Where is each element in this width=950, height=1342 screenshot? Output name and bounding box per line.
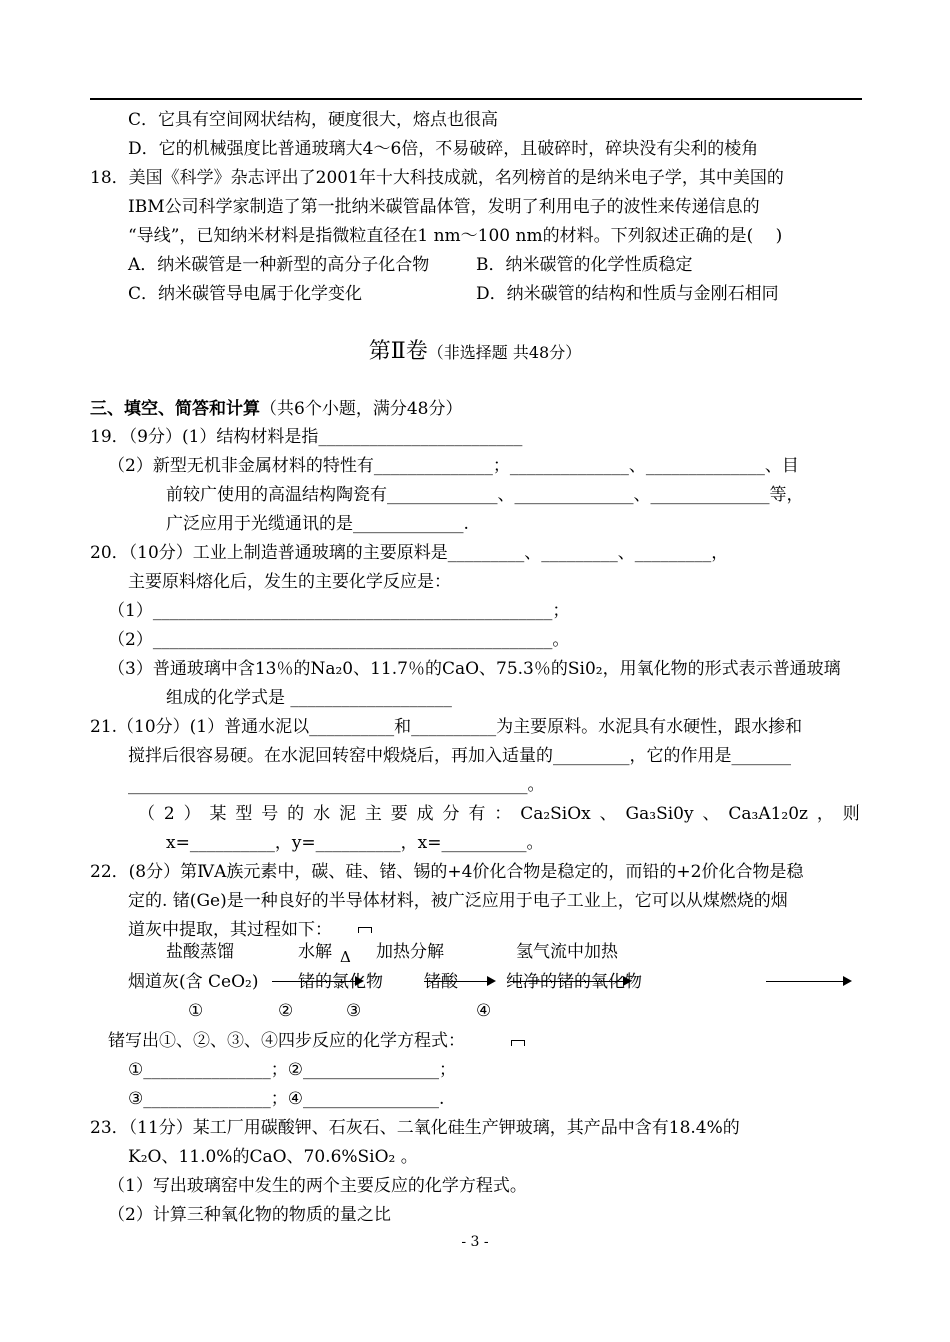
process-product-2: 锗酸: [424, 972, 458, 992]
section3-heading: 三、填空、简答和计算: [90, 399, 260, 419]
q17-option-d: D．它的机械强度比普通玻璃大4～6倍，不易破碎，且破碎时，碎块没有尖利的棱角: [128, 139, 759, 159]
part2-title-text: 第Ⅱ卷: [368, 339, 428, 364]
q21-line4-word: 型: [235, 804, 253, 824]
q20-line1: 20．（10分）工业上制造普通玻璃的主要原料是_________、_________、_________，: [90, 543, 729, 563]
q22-line3: 道灰中提取，其过程如下：: [128, 920, 332, 940]
q21-line4-word: 成: [416, 804, 434, 824]
section3-heading-row: [90, 398, 462, 420]
q21-line4-word: 主: [364, 804, 382, 824]
q18-option-d: D．纳米碳管的结构和性质与金刚石相同: [476, 284, 779, 304]
q21-line4-word: Ca₂SiOx: [520, 804, 591, 824]
process-step-3: ③: [346, 1001, 362, 1021]
q22-ask: 锗写出①、②、③、④四步反应的化学方程式：: [108, 1031, 465, 1051]
section3-note: （共6个小题，满分48分）: [260, 399, 463, 419]
q23-line1: 23．（11分）某工厂用碳酸钾、石灰石、二氧化硅生产钾玻璃，其产品中含有18.4%的: [90, 1118, 740, 1138]
q21-line2: 搅拌后很容易硬。在水泥回转窑中煅烧后，再加入适量的_________，它的作用是_______: [128, 746, 791, 766]
q21-line4-word: Ga₃Si0y: [625, 804, 694, 824]
q21-line4-word: （: [138, 804, 155, 824]
header-rule: [90, 98, 862, 100]
q19-line4: 广泛应用于光缆通讯的是_____________.: [166, 514, 469, 534]
q18-stem-line3: “导线”，已知纳米材料是指微粒直径在1 nm～100 nm的材料。下列叙述正确的是( ): [128, 226, 783, 246]
process-step-1: ①: [188, 1001, 204, 1021]
q23-line2: K₂O、11.0%的CaO、70.6%SiO₂ 。: [128, 1147, 418, 1167]
process-product-3: 纯净的锗的氧化物: [506, 972, 642, 992]
process-start-material: 烟道灰(含 CeO₂): [128, 972, 259, 992]
q20-line4: （2）_______________________________________________。: [108, 630, 570, 650]
part2-subtitle: （非选择题 共48分）: [427, 343, 582, 362]
q21-line4-word: ）: [183, 804, 201, 824]
q20-line6: 组成的化学式是 ___________________: [166, 688, 452, 708]
q18-option-c: C．纳米碳管导电属于化学变化: [128, 284, 363, 304]
q20-line3: （1）_______________________________________________；: [108, 601, 570, 621]
q22-answer-line2: ③_______________；④________________.: [128, 1089, 445, 1109]
q21-line4-word: 分: [442, 804, 460, 824]
q21-line4-word: 有: [468, 804, 486, 824]
q21-line4-word: 要: [390, 804, 408, 824]
q20-line5: （3）普通玻璃中含13％的Na₂0、11.7％的CaO、75.3％的Si0₂，用氧化物的形式表示普通玻璃: [108, 659, 841, 679]
q21-line3: _______________________________________________。: [128, 775, 545, 795]
q23-line4: （2）计算三种氧化物的物质的量之比: [108, 1205, 391, 1225]
bracket-mark-icon: [511, 1040, 525, 1046]
q21-line4-word: 泥: [338, 804, 356, 824]
q21-line4-word: ，: [816, 804, 834, 824]
delta-heat-icon: Δ: [340, 948, 351, 966]
q21-line4-word: 某: [209, 804, 227, 824]
bracket-mark-icon: [358, 927, 372, 933]
q21-line4: [138, 803, 860, 825]
q19-line3: 前较广使用的高温结构陶瓷有_____________、______________、______________等，: [166, 485, 804, 505]
q22-line1: 22．(8分）第ⅣA族元素中，碳、硅、锗、锡的+4价化合物是稳定的，而铅的+2价化合物是稳: [90, 862, 804, 882]
q21-line4-word: ：: [494, 804, 512, 824]
q21-line4-word: 则: [842, 804, 860, 824]
process-arrow-2-icon: [424, 981, 494, 982]
q21-line4-word: 水: [313, 804, 331, 824]
q21-line4-word: Ca₃A1₂0z: [728, 804, 809, 824]
q17-option-c: C．它具有空间网状结构，硬度很大，熔点也很高: [128, 110, 499, 130]
process-condition-3: 加热分解: [376, 942, 444, 962]
q21-line4-word: 、: [702, 804, 720, 824]
process-arrow-4-icon: [766, 981, 850, 982]
process-step-4: ④: [476, 1001, 492, 1021]
q20-line2: 主要原料熔化后，发生的主要化学反应是：: [128, 572, 451, 592]
part2-title: [0, 338, 950, 367]
q19-line1: 19．（9分）(1）结构材料是指________________________: [90, 427, 523, 447]
q21-line5: x=__________，y=__________，x=__________。: [166, 833, 544, 853]
q21-line4-word: 2: [163, 804, 175, 824]
process-condition-4: 氢气流中加热: [516, 942, 618, 962]
q22-line2: 定的. 锗(Ge)是一种良好的半导体材料，被广泛应用于电子工业上，它可以从煤燃烧的烟: [128, 891, 788, 911]
q23-line3: （1）写出玻璃窑中发生的两个主要反应的化学方程式。: [108, 1176, 527, 1196]
q18-stem-line1: 18．美国《科学》杂志评出了2001年十大科技成就，名列榜首的是纳米电子学，其中美国的: [90, 168, 784, 188]
process-arrow-1-icon: [272, 981, 362, 982]
process-arrow-3-icon: [510, 981, 630, 982]
q21-line4-word: 号: [261, 804, 279, 824]
process-product-1: 锗的氯化物: [298, 972, 383, 992]
q19-line2: （2）新型无机非金属材料的特性有______________；______________、______________、目: [108, 456, 799, 476]
q22-answer-line1: ①_______________；②________________；: [128, 1060, 456, 1080]
q18-stem-line2: IBM公司科学家制造了第一批纳米碳管晶体管，发明了利用电子的波性来传递信息的: [128, 197, 760, 217]
process-condition-2: 水解: [298, 942, 332, 962]
page-number: - 3 -: [461, 1234, 489, 1250]
q21-line4-word: 的: [287, 804, 305, 824]
q18-option-b: B．纳米碳管的化学性质稳定: [476, 255, 693, 275]
q21-line4-word: 、: [599, 804, 617, 824]
process-condition-1: 盐酸蒸馏: [166, 942, 234, 962]
process-step-2: ②: [278, 1001, 294, 1021]
q18-option-a: A．纳米碳管是一种新型的高分子化合物: [128, 255, 430, 275]
q21-line1: 21.（10分）(1）普通水泥以__________和__________为主要原料。水泥具有水硬性，跟水掺和: [90, 717, 803, 737]
